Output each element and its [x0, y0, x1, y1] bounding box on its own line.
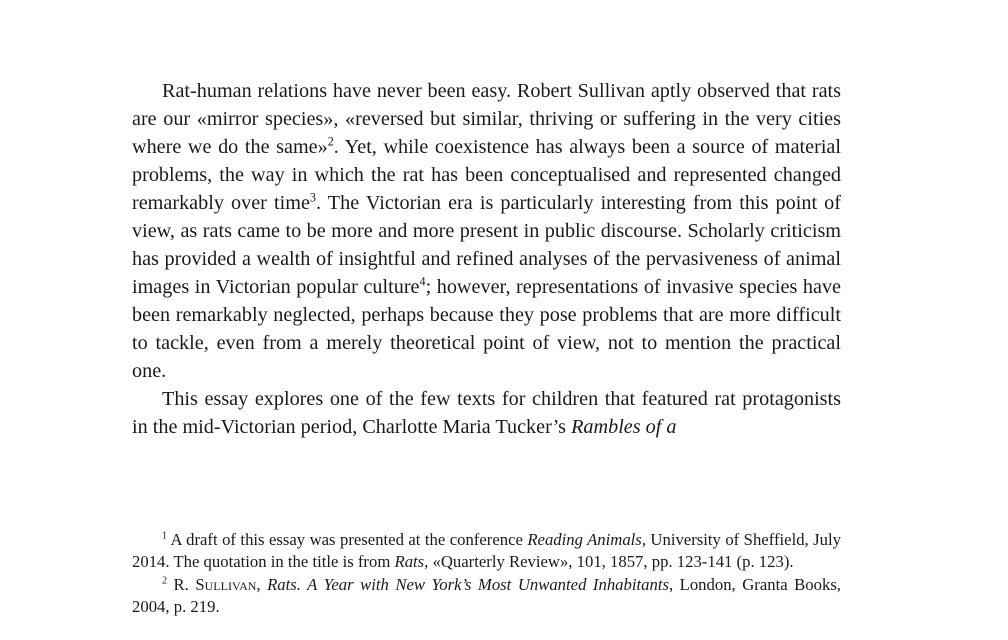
- body-text: [132, 77, 841, 441]
- footnote-ref-2: 2: [327, 134, 334, 149]
- footnote-2-text-3: , London, Granta Books, 2004, p. 219.: [132, 574, 841, 617]
- footnote-ref-3: 3: [309, 190, 316, 205]
- footnote-2-text-1: R.: [167, 574, 196, 594]
- footnote-2: [132, 574, 841, 619]
- paragraph-1-text-3: . The Victorian era is particularly interesting from this point of view, as rats came to be more and more present in public discourse. Scholarly criticism has provided a wealth of insightful and refined analyses of the pervasiveness of animal images in Victorian popular culture: [132, 192, 841, 298]
- footnote-1-text-3: , «Quarterly Review», 101, 1857, pp. 123-141 (p. 123).: [424, 552, 794, 572]
- paragraph-1: [132, 77, 841, 385]
- paragraph-2: [132, 385, 841, 441]
- book-title-italic: Rambles of a: [571, 416, 677, 438]
- footnote-1-italic-2: Rats: [394, 552, 425, 572]
- footnote-1-italic-1: Reading Animals: [527, 530, 642, 549]
- footnote-2-author: Sullivan: [195, 574, 257, 594]
- paragraph-1-text-1: Rat-human relations have never been easy. Robert Sullivan aptly observed that rats are our «mirror species», «reversed but similar, thriving or suffering in the very cities where we do the same»: [132, 80, 841, 158]
- footnote-2-text-2: ,: [256, 574, 268, 594]
- footnote-1-text-2: , University of Sheffield, July 2014. The quotation in the title is from: [132, 530, 841, 572]
- footnote-2-number: 2: [162, 575, 168, 587]
- footnote-1-text-1: A draft of this essay was presented at the conference: [167, 530, 528, 549]
- footnote-1-number: 1: [162, 530, 168, 542]
- paragraph-1-text-2: . Yet, while coexistence has always been a source of material problems, the way in which the rat has been conceptualised and represented changed remarkably over time: [132, 136, 841, 214]
- paragraph-1-text-4: ; however, representations of invasive species have been remarkably neglected, perhaps because they pose problems that are more difficult to tackle, even from a merely theoretical point of view, not to mention the practical one.: [132, 276, 841, 382]
- footnote-2-italic-1: Rats. A Year with New York’s Most Unwanted Inhabitants: [267, 574, 669, 594]
- footnote-ref-4: 4: [419, 274, 426, 289]
- footnotes: [132, 529, 841, 619]
- footnote-1: [132, 529, 841, 574]
- paragraph-2-text-1: This essay explores one of the few texts for children that featured rat protagonists in the mid-Victorian period, Charlotte Maria Tucker’s: [132, 388, 841, 438]
